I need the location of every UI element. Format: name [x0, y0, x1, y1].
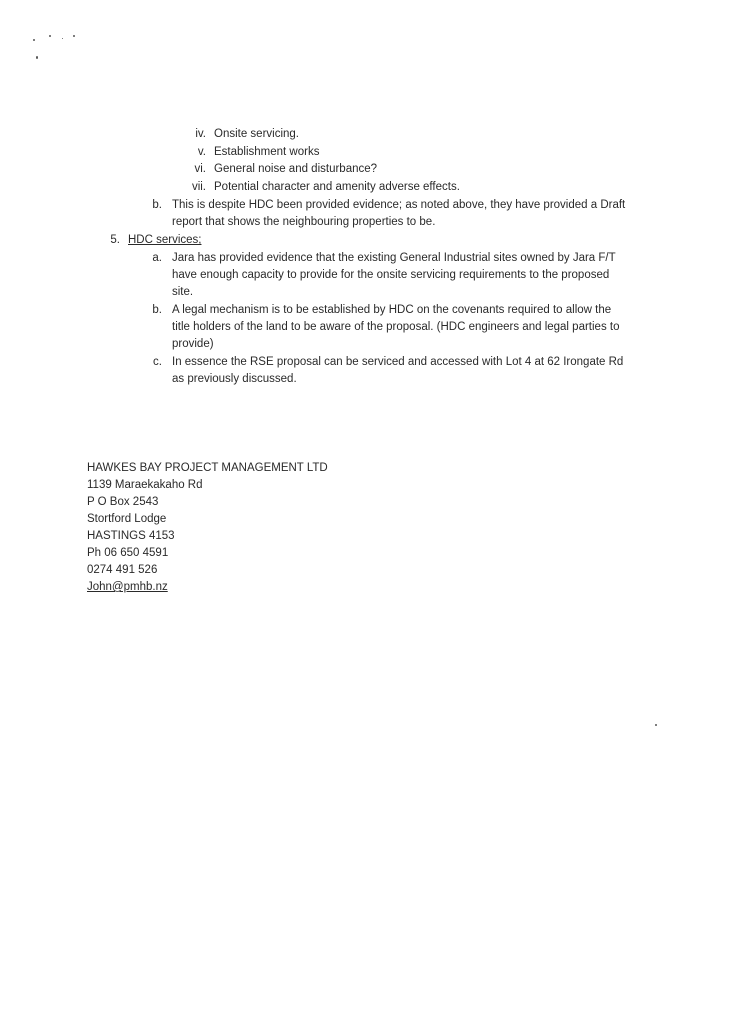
- scan-speck: [655, 724, 657, 726]
- list-marker: b.: [152, 304, 162, 316]
- list-item-text: Onsite servicing.: [214, 128, 300, 140]
- scan-speck: [33, 39, 35, 41]
- list-item-text: Establishment works: [214, 146, 320, 158]
- locality: Stortford Lodge: [87, 513, 167, 525]
- city: HASTINGS 4153: [87, 530, 175, 542]
- list-item-line: This is despite HDC been provided evidence; as noted above, they have provided a Draft: [172, 199, 626, 211]
- section-title: HDC services;: [128, 234, 202, 246]
- po-box: P O Box 2543: [87, 496, 159, 508]
- scan-speck: [73, 35, 75, 37]
- list-marker: b.: [152, 199, 162, 211]
- list-item-line: In essence the RSE proposal can be serviced and accessed with Lot 4 at 62 Irongate Rd: [172, 356, 624, 368]
- list-marker: iv.: [195, 128, 206, 140]
- phone: Ph 06 650 4591: [87, 547, 169, 559]
- list-item-text: Potential character and amenity adverse effects.: [214, 181, 460, 193]
- list-marker: c.: [153, 356, 162, 368]
- list-item-line: as previously discussed.: [172, 373, 297, 385]
- street-address: 1139 Maraekakaho Rd: [87, 479, 203, 491]
- list-item-line: report that shows the neighbouring properties to be.: [172, 216, 436, 228]
- list-marker: vii.: [191, 181, 206, 193]
- scan-speck: [62, 38, 63, 39]
- list-item-line: Jara has provided evidence that the existing General Industrial sites owned by Jara F/T: [172, 252, 616, 264]
- scan-speck: [49, 35, 51, 37]
- list-item-text: General noise and disturbance?: [214, 163, 378, 175]
- section-number: 5.: [110, 234, 120, 246]
- mobile: 0274 491 526: [87, 564, 158, 576]
- scan-speck: [36, 56, 38, 59]
- list-item-line: provide): [172, 338, 214, 350]
- list-item-line: site.: [172, 286, 194, 298]
- company-name: HAWKES BAY PROJECT MANAGEMENT LTD: [87, 462, 328, 474]
- list-marker: a.: [152, 252, 162, 264]
- list-item-line: A legal mechanism is to be established by HDC on the covenants required to allow the: [172, 304, 612, 316]
- list-item-line: have enough capacity to provide for the onsite servicing requirements to the proposed: [172, 269, 610, 281]
- list-marker: vi.: [194, 163, 206, 175]
- list-marker: v.: [197, 146, 206, 158]
- email-link[interactable]: John@pmhb.nz: [87, 581, 168, 593]
- list-item-line: title holders of the land to be aware of the proposal. (HDC engineers and legal parties to: [172, 321, 620, 333]
